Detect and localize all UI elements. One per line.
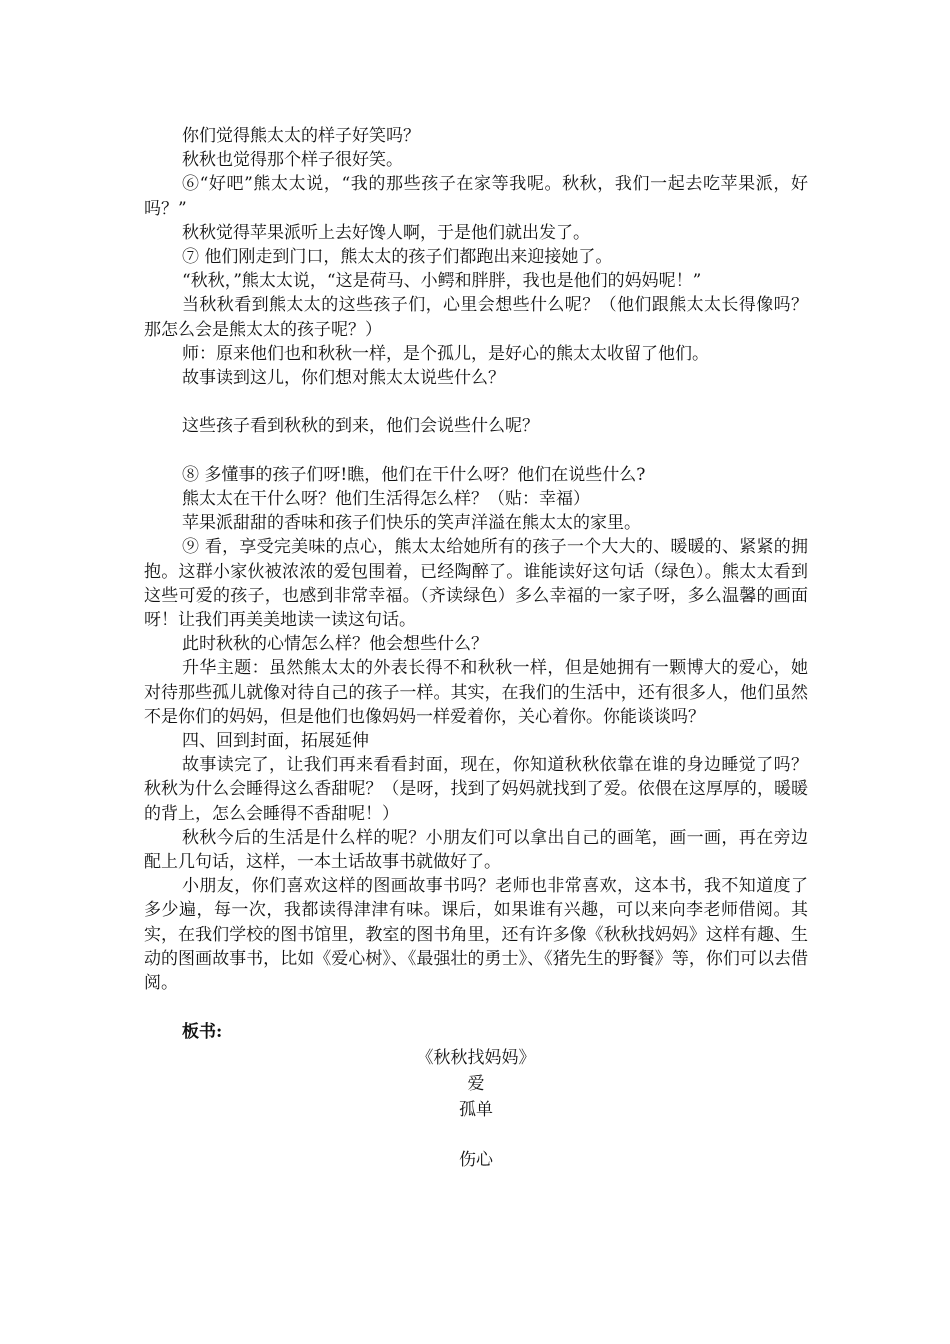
paragraph-6: “秋秋，”熊太太说，“这是荷马、小鳄和胖胖，我也是他们的妈妈呢！” — [182, 271, 702, 292]
blackboard-heading: 板书: — [182, 1022, 223, 1043]
paragraph-13: 苹果派甜甜的香味和孩子们快乐的笑声洋溢在熊太太的家里。 — [182, 513, 641, 534]
paragraph-15: 此时秋秋的心情怎么样？他会想些什么？ — [182, 634, 488, 655]
blank-line — [144, 390, 808, 414]
section-heading: 四、回到封面，拓展延伸 — [182, 731, 369, 752]
blackboard-line-sad: 伤心 — [459, 1150, 493, 1171]
blackboard-line-lonely: 孤单 — [459, 1100, 493, 1121]
paragraph-1: 你们觉得熊太太的样子好笑吗？ — [182, 126, 420, 146]
paragraph-8: 师：原来他们也和秋秋一样，是个孤儿，是好心的熊太太收留了他们。 — [182, 343, 709, 364]
paragraph-17: 故事读完了，让我们再来看看封面，现在，你知道秋秋依靠在谁的身边睡觉了吗？秋秋为什么会睡得这么香甜呢？（是呀，找到了妈妈就找到了爱。依偎在这厚厚的，暖暖的背上，怎么会睡得不香甜呢！） — [144, 755, 808, 824]
paragraph-12: 熊太太在干什么呀？他们生活得怎么样？（贴：幸福） — [182, 489, 590, 510]
paragraph-11: ⑧ 多懂事的孩子们呀!瞧，他们在干什么呀？他们在说些什么? — [182, 464, 646, 485]
paragraph-16: 升华主题：虽然熊太太的外表长得不和秋秋一样，但是她拥有一颗博大的爱心，她对待那些孤儿就像对待自己的孩子一样。其实，在我们的生活中，还有很多人，他们虽然不是你们的妈妈，但是他们也像妈妈一样爱着你，关心着你。你能谈谈吗？ — [144, 658, 808, 727]
paragraph-10: 这些孩子看到秋秋的到来，他们会说些什么呢？ — [182, 416, 539, 437]
paragraph-18: 秋秋今后的生活是什么样的呢？小朋友们可以拿出自己的画笔，画一画，再在旁边配上几句话，这样，一本土话故事书就做好了。 — [144, 827, 808, 873]
paragraph-7: 当秋秋看到熊太太的这些孩子们，心里会想些什么呢？（他们跟熊太太长得像吗？那怎么会是熊太太的孩子呢？） — [144, 295, 808, 340]
paragraph-4: 秋秋觉得苹果派听上去好馋人啊，于是他们就出发了。 — [182, 222, 590, 243]
paragraph-9: 故事读到这儿，你们想对熊太太说些什么？ — [182, 368, 505, 389]
document-page — [144, 124, 808, 1173]
blackboard-line-love: 爱 — [467, 1074, 485, 1095]
paragraph-3: ⑥“好吧”熊太太说，“我的那些孩子在家等我呢。秋秋，我们一起去吃苹果派，好吗？” — [144, 174, 808, 219]
blackboard-title: 《秋秋找妈妈》 — [416, 1048, 536, 1069]
paragraph-19: 小朋友，你们喜欢这样的图画故事书吗？老师也非常喜欢，这本书，我不知道度了多少遍，每一次，我都读得津津有味。课后，如果谁有兴趣，可以来向李老师借阅。其实，在我们学校的图书馆里，教室的图书角里，还有许多像《秋秋找妈妈》这样有趣、生动的图画故事书，比如《爱心树》、《最强壮的勇士》、《猪先生的野餐》等，你们可以去借阅。 — [144, 876, 808, 994]
paragraph-2: 秋秋也觉得那个样子很好笑。 — [182, 150, 403, 171]
blackboard-blank-line — [144, 1123, 808, 1147]
paragraph-5: ⑦ 他们刚走到门口，熊太太的孩子们都跑出来迎接她了。 — [182, 247, 613, 268]
paragraph-14: ⑨ 看，享受完美味的点心，熊太太给她所有的孩子一个大大的、暖暖的、紧紧的拥抱。这群小家伙被浓浓的爱包围着，已经陶醉了。谁能读好这句话（绿色）。熊太太看到这些可爱的孩子，也感到非常幸福。（齐读绿色）多么幸福的一家子呀，多么温馨的画面呀！让我们再美美地读一读这句话。 — [144, 537, 808, 631]
blank-line — [144, 439, 808, 463]
